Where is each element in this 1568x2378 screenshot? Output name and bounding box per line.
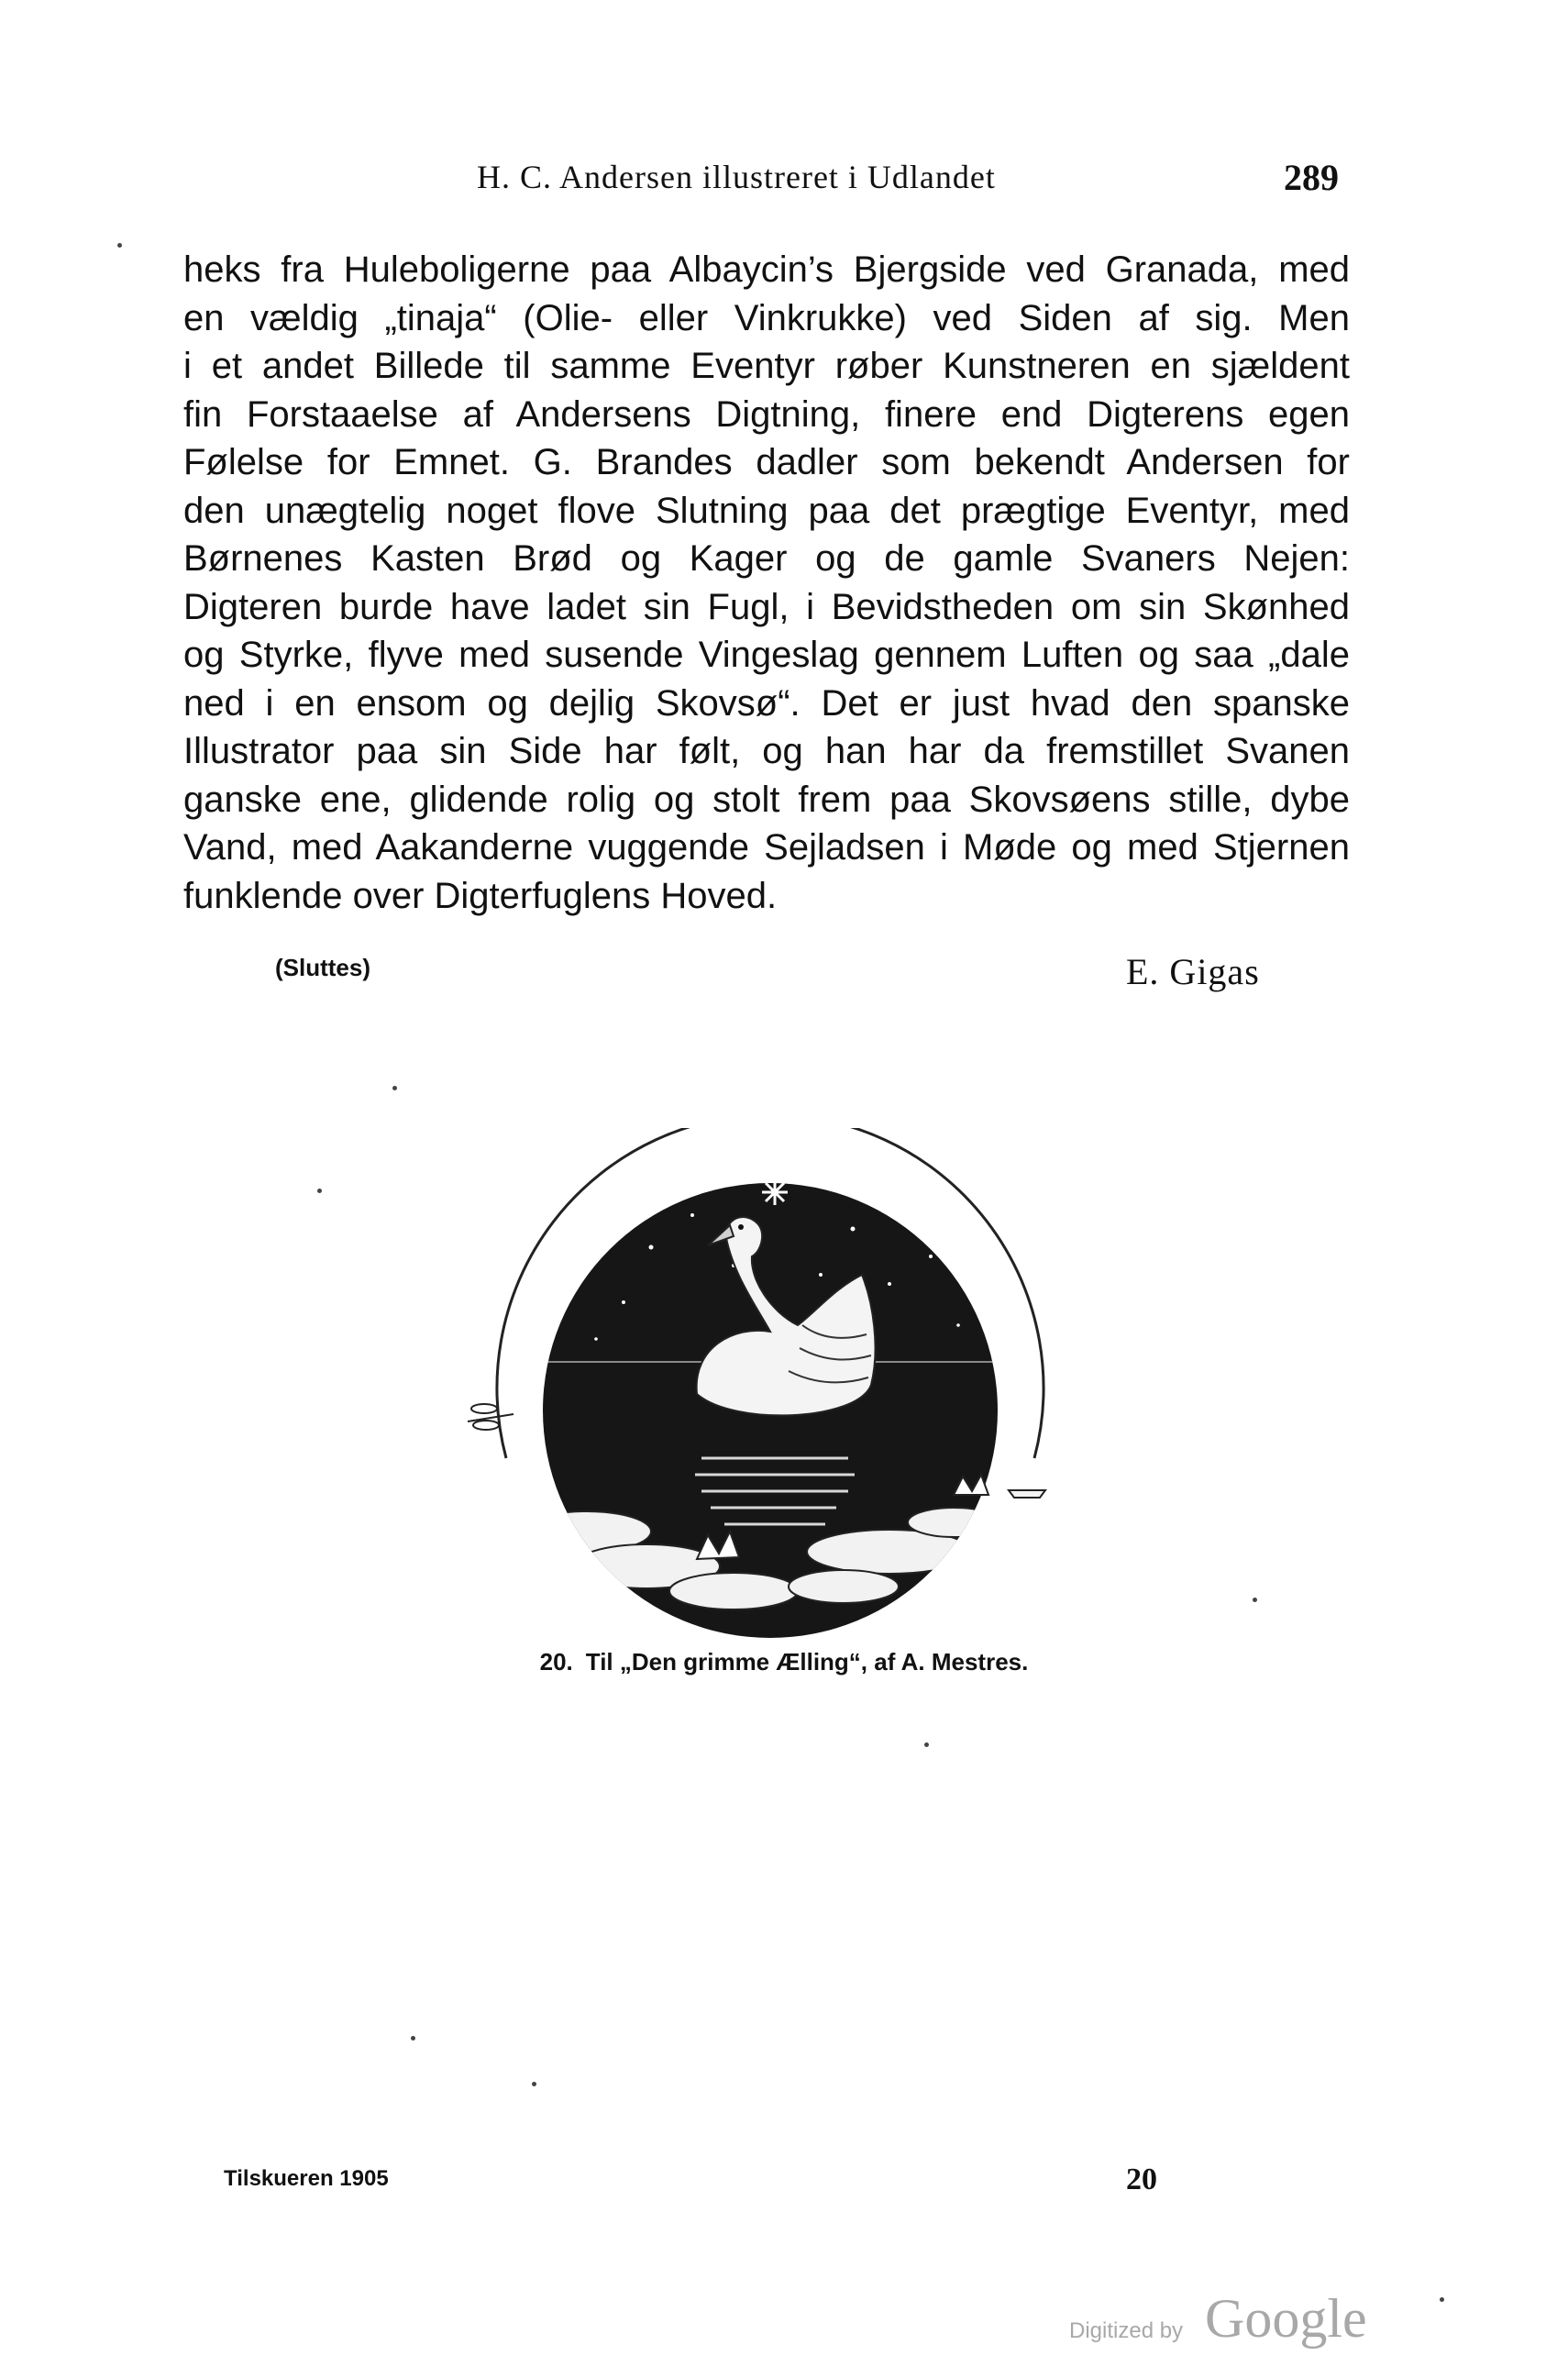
text-line: i et andet Billede til samme Eventyr røber Kunstneren en sjældent	[183, 346, 1350, 386]
print-speck	[411, 2036, 415, 2041]
print-speck	[1440, 2297, 1444, 2302]
text-line: en vældig „tinaja“ (Olie- eller Vinkrukke) ved Siden af sig. Men	[183, 297, 1350, 338]
digitized-watermark	[1069, 2288, 1436, 2349]
swan-eye	[738, 1224, 744, 1230]
print-speck	[1253, 1598, 1257, 1602]
star-icon	[762, 1179, 788, 1205]
small-boat	[1009, 1490, 1045, 1498]
body-text	[183, 246, 1350, 920]
text-line: Vand, med Aakanderne vuggende Sejladsen i Møde og med Stjernen	[183, 827, 1350, 868]
page-number: 289	[1284, 157, 1339, 198]
text-line: ned i en ensom og dejlig Skovsø“. Det er just hvad den spanske	[183, 682, 1350, 724]
figure-number: 20.	[539, 1648, 573, 1676]
dragonfly-icon	[468, 1404, 513, 1430]
print-speck	[392, 1086, 397, 1090]
text-line: fin Forstaaelse af Andersens Digtning, finere end Digterens egen	[183, 393, 1350, 435]
print-speck	[317, 1189, 322, 1193]
swan-illustration	[458, 1128, 1082, 1642]
text-line: Illustrator paa sin Side har følt, og han har da fremstillet Svanen	[183, 731, 1350, 771]
google-logo: Google	[1205, 2288, 1367, 2349]
print-speck	[924, 1742, 929, 1747]
print-speck	[532, 2082, 536, 2086]
text-line: funklende over Digterfuglens Hoved.	[183, 875, 778, 916]
sheet-number: 20	[1126, 2162, 1157, 2196]
journal-footer: Tilskueren 1905	[224, 2166, 389, 2191]
digitized-prefix: Digitized by	[1069, 2318, 1184, 2343]
text-line: den unægtelig noget flove Slutning paa det prægtige Eventyr, med	[183, 490, 1350, 531]
running-head: H. C. Andersen illustreret i Udlandet	[477, 159, 996, 195]
text-line: heks fra Huleboligerne paa Albaycin’s Bjergside ved Granada, med	[183, 249, 1350, 290]
text-line: Følelse for Emnet. G. Brandes dadler som bekendt Andersen for	[183, 442, 1350, 482]
text-line: Digteren burde have ladet sin Fugl, i Bevidstheden om sin Skønhed	[183, 586, 1350, 627]
author-signature: E. Gigas	[1126, 951, 1260, 992]
text-line: og Styrke, flyve med susende Vingeslag gennem Luften og saa „dale	[183, 635, 1350, 675]
figure-caption	[0, 1648, 1568, 1676]
print-speck	[117, 243, 122, 248]
text-line: ganske ene, glidende rolig og stolt frem paa Skovsøens stille, dybe	[183, 779, 1350, 820]
text-line: Børnenes Kasten Brød og Kager og de gamle Svaners Nejen:	[183, 538, 1350, 579]
continued-note: (Sluttes)	[275, 954, 370, 981]
figure-caption-text: Til „Den grimme Ælling“, af A. Mestres.	[585, 1648, 1029, 1676]
